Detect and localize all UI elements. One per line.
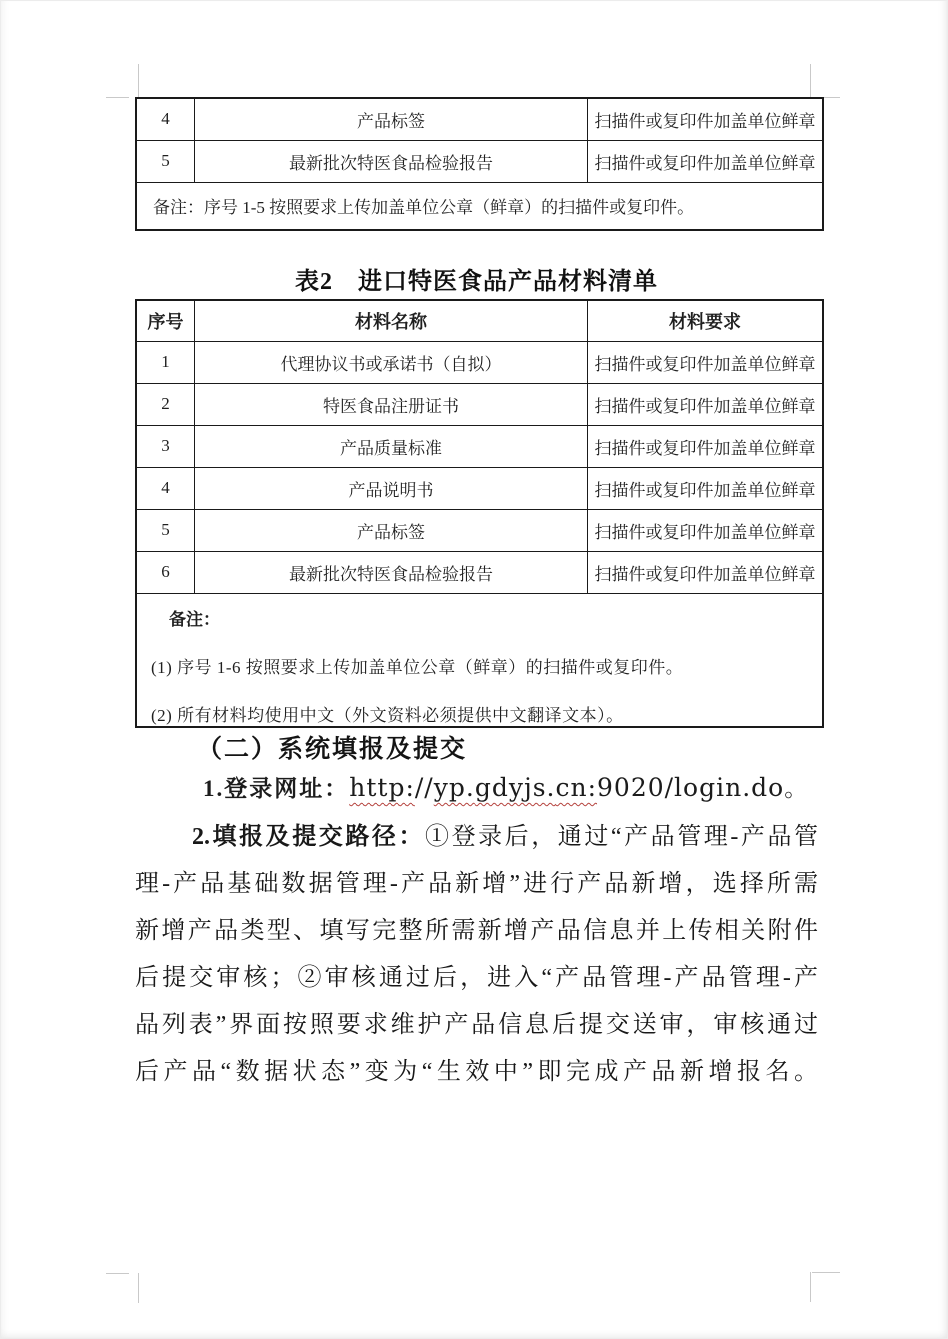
row-material-name: 产品标签 xyxy=(195,509,588,551)
row-material-req: 扫描件或复印件加盖单位鲜章 xyxy=(588,467,824,509)
margin-corner-mark-bottom-right-v xyxy=(810,1272,811,1302)
paragraph-line: 后提交审核；②审核通过后，进入“产品管理-产品管理-产 xyxy=(135,965,818,991)
table2-notes-row xyxy=(136,593,823,727)
login-url-label: 1.登录网址： xyxy=(203,776,350,801)
paragraph-line: 理-产品基础数据管理-产品新增”进行产品新增，选择所需 xyxy=(135,871,818,897)
margin-corner-mark-top-right-v xyxy=(810,64,811,97)
table-row xyxy=(136,425,823,467)
submission-path-label: 2.填报及提交路径： xyxy=(192,824,426,850)
header-material-name: 材料名称 xyxy=(195,300,588,341)
table1-note: 备注：序号 1-5 按照要求上传加盖单位公章（鲜章）的扫描件或复印件。 xyxy=(136,182,823,230)
row-material-req: 扫描件或复印件加盖单位鲜章 xyxy=(588,140,824,182)
table2-imported-materials xyxy=(135,299,824,728)
row-material-req: 扫描件或复印件加盖单位鲜章 xyxy=(588,425,824,467)
table-row xyxy=(136,509,823,551)
row-no: 6 xyxy=(136,551,195,593)
header-material-req: 材料要求 xyxy=(588,300,824,341)
margin-corner-mark-bottom-left-h xyxy=(106,1273,129,1274)
row-material-req: 扫描件或复印件加盖单位鲜章 xyxy=(588,383,824,425)
table1-domestic-materials-partial xyxy=(135,97,824,231)
row-material-name: 代理协议书或承诺书（自拟） xyxy=(195,341,588,383)
row-material-req: 扫描件或复印件加盖单位鲜章 xyxy=(588,551,824,593)
row-no: 5 xyxy=(136,509,195,551)
margin-corner-mark-top-left-h xyxy=(106,97,129,98)
row-no: 3 xyxy=(136,425,195,467)
paragraph-submission-path xyxy=(135,814,818,1096)
table-row xyxy=(136,98,823,140)
row-no: 4 xyxy=(136,98,195,140)
row-no: 4 xyxy=(136,467,195,509)
paragraph-line: 后产品“数据状态”变为“生效中”即完成产品新增报名。 xyxy=(135,1059,818,1085)
table2-notes-cell xyxy=(136,593,823,727)
row-material-req: 扫描件或复印件加盖单位鲜章 xyxy=(588,509,824,551)
row-material-req: 扫描件或复印件加盖单位鲜章 xyxy=(588,341,824,383)
row-material-req: 扫描件或复印件加盖单位鲜章 xyxy=(588,98,824,140)
paragraph-login-url xyxy=(135,770,875,803)
paragraph-line: 品列表”界面按照要求维护产品信息后提交送审，审核通过 xyxy=(135,1012,818,1038)
row-no: 5 xyxy=(136,140,195,182)
margin-corner-mark-bottom-right-h xyxy=(812,1272,840,1273)
row-no: 2 xyxy=(136,383,195,425)
row-material-name: 特医食品注册证书 xyxy=(195,383,588,425)
table-row xyxy=(136,383,823,425)
login-url: http://yp.gdyjs.cn:9020/login.do xyxy=(349,773,785,802)
table2-note-1: (1) 序号 1-6 按照要求上传加盖单位公章（鲜章）的扫描件或复印件。 xyxy=(151,657,684,677)
table-row xyxy=(136,140,823,182)
row-material-name: 产品说明书 xyxy=(195,467,588,509)
table-row xyxy=(136,551,823,593)
row-material-name: 最新批次特医食品检验报告 xyxy=(195,551,588,593)
table2-note-label: 备注： xyxy=(169,609,220,629)
table-note-row xyxy=(136,182,823,230)
paragraph-line: 2.填报及提交路径：①登录后，通过“产品管理-产品管 xyxy=(192,824,818,850)
header-no: 序号 xyxy=(136,300,195,341)
margin-corner-mark-top-left-v xyxy=(138,64,139,97)
table-row xyxy=(136,341,823,383)
url-period: 。 xyxy=(784,776,808,801)
row-material-name: 产品标签 xyxy=(195,98,588,140)
row-material-name: 最新批次特医食品检验报告 xyxy=(195,140,588,182)
margin-corner-mark-bottom-left-v xyxy=(138,1273,139,1303)
table-header-row xyxy=(136,300,823,341)
table2-title: 表2 进口特医食品产品材料清单 xyxy=(295,269,658,295)
section-heading: （二）系统填报及提交 xyxy=(197,736,468,763)
row-material-name: 产品质量标准 xyxy=(195,425,588,467)
table2-note-2: (2) 所有材料均使用中文（外文资料必须提供中文翻译文本）。 xyxy=(151,705,624,725)
paragraph-line: 新增产品类型、填写完整所需新增产品信息并上传相关附件 xyxy=(135,918,818,944)
table-row xyxy=(136,467,823,509)
row-no: 1 xyxy=(136,341,195,383)
